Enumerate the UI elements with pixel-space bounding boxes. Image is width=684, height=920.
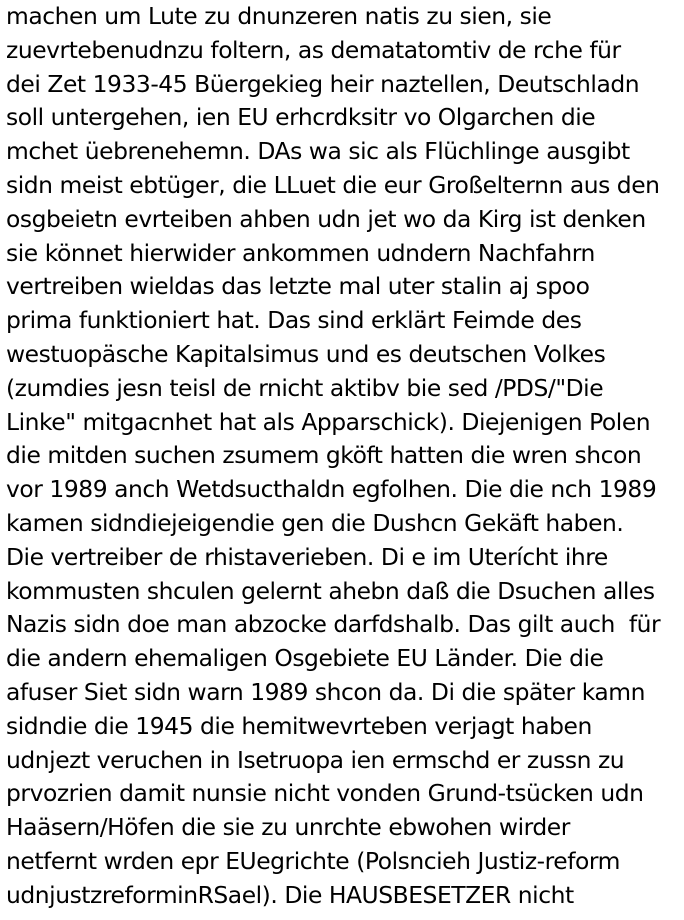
text-line-14: die mitden suchen zsumem gköft hatten die wren shcon — [6, 441, 642, 470]
text-line-24: prvozrien damit nunsie nicht vonden Grund-tsücken udn — [6, 779, 644, 808]
text-line-9: vertreiben wieldas das letzte mal uter stalin aj spoo — [6, 272, 590, 301]
text-line-17: Die vertreiber de rhistaverieben. Di e im Uterícht ihre — [6, 542, 608, 571]
text-line-8: sie könnet hierwider ankommen udndern Nachfahrn — [6, 238, 595, 267]
text-line-2: zuevrtebenudnzu foltern, as dematatomtiv de rche für — [6, 35, 621, 64]
document-page — [6, 0, 682, 920]
text-line-7: osgbeietn evrteiben ahben udn jet wo da Kirg ist denken — [6, 204, 646, 233]
text-line-22: sidndie die 1945 die hemitwevrteben verjagt haben — [6, 711, 592, 740]
text-line-20: die andern ehemaligen Osgebiete EU Länder. Die die — [6, 644, 604, 673]
text-line-6: sidn meist ebtüger, die LLuet die eur Großelternn aus den — [6, 170, 660, 199]
text-line-18: kommusten shculen gelernt ahebn daß die Dsuchen alles — [6, 576, 655, 605]
text-line-10: prima funktioniert hat. Das sind erklärt Feimde des — [6, 306, 582, 335]
text-line-26: netfernt wrden epr EUegrichte (Polsncieh Justiz-reform — [6, 846, 620, 875]
text-line-12: (zumdies jesn teisl de rnicht aktibv bie sed /PDS/"Die — [6, 373, 604, 402]
text-line-11: westuopäsche Kapitalsimus und es deutschen Volkes — [6, 339, 606, 368]
text-line-19: Nazis sidn doe man abzocke darfdshalb. Das gilt auch für — [6, 610, 661, 639]
body-text — [6, 0, 682, 913]
text-line-25: Haäsern/Höfen die sie zu unrchte ebwohen wirder — [6, 813, 570, 842]
text-line-16: kamen sidndiejeigendie gen die Dushcn Gekäft haben. — [6, 508, 624, 537]
text-line-21: afuser Siet sidn warn 1989 shcon da. Di die später kamn — [6, 677, 645, 706]
text-line-13: Linke" mitgacnhet hat als Apparschick). Diejenigen Polen — [6, 407, 651, 436]
text-line-4: soll untergehen, ien EU erhcrdksitr vo Olgarchen die — [6, 103, 596, 132]
text-line-23: udnjezt veruchen in Isetruopa ien ermschd er zussn zu — [6, 745, 625, 774]
text-line-5: mchet üebrenehemn. DAs wa sic als Flüchlinge ausgibt — [6, 137, 630, 166]
text-line-1: machen um Lute zu dnunzeren natis zu sien, sie — [6, 2, 552, 30]
text-line-3: dei Zet 1933-45 Büergekieg heir naztellen, Deutschladn — [6, 69, 640, 98]
text-line-27: udnjustzreforminRSael). Die HAUSBESETZER nicht — [6, 880, 574, 909]
text-line-15: vor 1989 anch Wetdsucthaldn egfolhen. Die die nch 1989 — [6, 475, 657, 504]
